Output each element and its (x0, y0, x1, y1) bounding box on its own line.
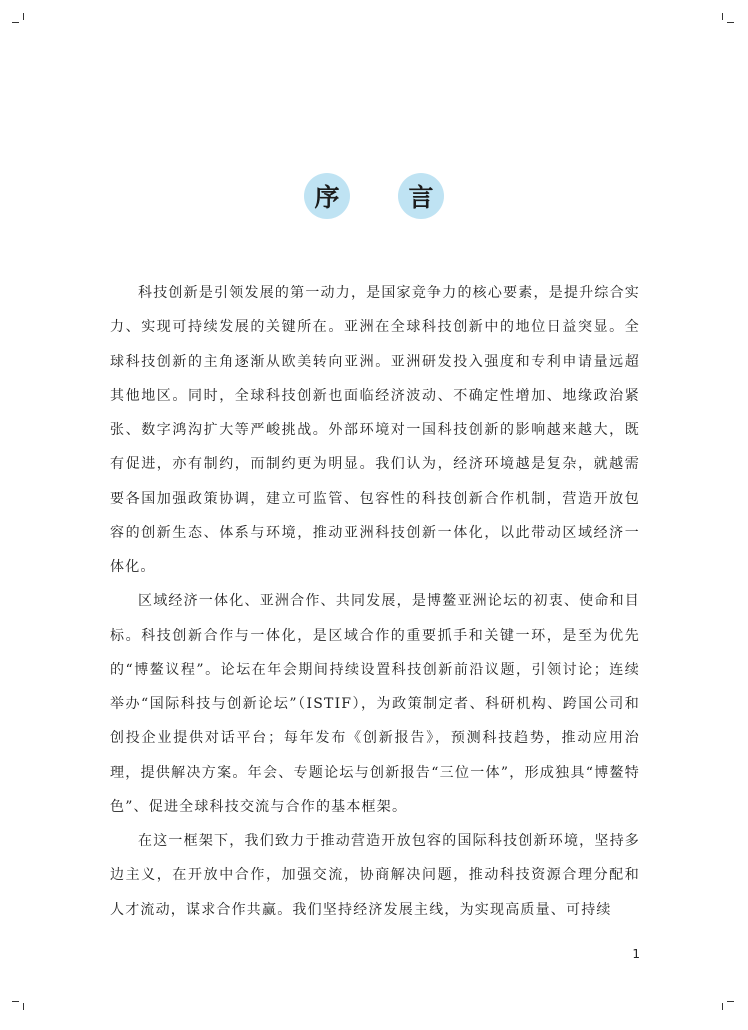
crop-mark-bottom-right (718, 998, 734, 1014)
paragraph-1: 科技创新是引领发展的第一动力，是国家竞争力的核心要素，是提升综合实力、实现可持续发展的关键所在。亚洲在全球科技创新中的地位日益突显。全球科技创新的主角逐渐从欧美转向亚洲。亚洲研发投入强度和专利申请量远超其他地区。同时，全球科技创新也面临经济波动、不确定性增加、地缘政治紧张、数字鸿沟扩大等严峻挑战。外部环境对一国科技创新的影响越来越大，既有促进，亦有制约，而制约更为明显。我们认为，经济环境越是复杂，就越需要各国加强政策协调，建立可监管、包容性的科技创新合作机制，营造开放包容的创新生态、体系与环境，推动亚洲科技创新一体化，以此带动区域经济一体化。 (110, 285, 640, 575)
paragraph-3: 在这一框架下，我们致力于推动营造开放包容的国际科技创新环境，坚持多边主义，在开放中合作，加强交流，协商解决问题，推动科技资源合理分配和人才流动，谋求合作共赢。我们坚持经济发展主线，为实现高质量、可持续 (110, 833, 640, 918)
crop-mark-top-left (12, 10, 28, 26)
crop-mark-top-right (718, 10, 734, 26)
crop-mark-bottom-left (12, 998, 28, 1014)
page-title (0, 173, 748, 219)
page-number: 1 (632, 947, 640, 961)
title-char-2: 言 (398, 173, 444, 219)
title-char-1: 序 (304, 173, 350, 219)
preface-body (110, 276, 640, 927)
paragraph-2: 区域经济一体化、亚洲合作、共同发展，是博鳌亚洲论坛的初衷、使命和目标。科技创新合作与一体化，是区域合作的重要抓手和关键一环，是至为优先的“博鳌议程”。论坛在年会期间持续设置科技创新前沿议题，引领讨论；连续举办“国际科技与创新论坛”（ISTIF），为政策制定者、科研机构、跨国公司和创投企业提供对话平台；每年发布《创新报告》，预测科技趋势，推动应用治理，提供解决方案。年会、专题论坛与创新报告“三位一体”，形成独具“博鳌特色”、促进全球科技交流与合作的基本框架。 (110, 593, 640, 815)
